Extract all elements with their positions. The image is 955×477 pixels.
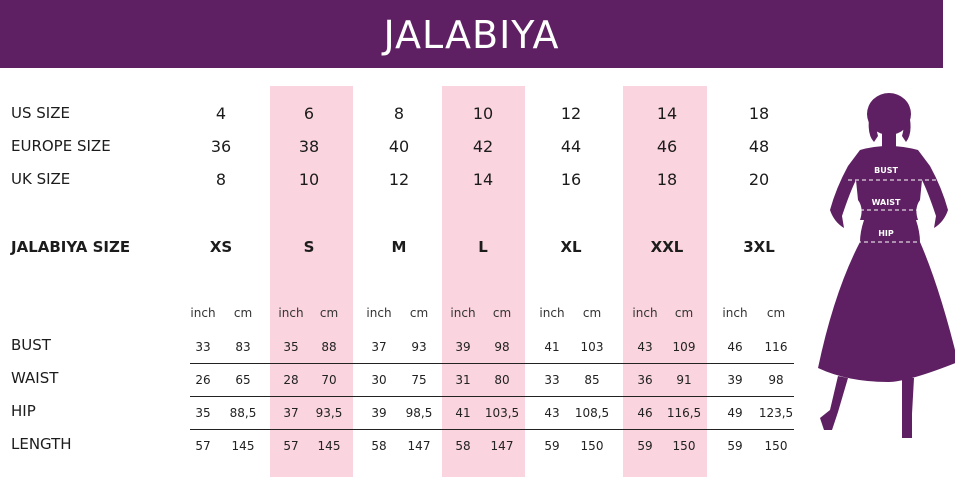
europe-size-value: 42 bbox=[472, 137, 494, 156]
hip-label: HIP bbox=[878, 229, 894, 238]
row-label-length: LENGTH bbox=[11, 435, 72, 453]
jalabiya-size-value: L bbox=[478, 238, 488, 256]
unit-label-cm: cm bbox=[319, 306, 339, 320]
us-size-value: 8 bbox=[393, 104, 405, 123]
hip-cm-value: 98,5 bbox=[405, 406, 433, 420]
bust-inch-value: 43 bbox=[637, 340, 653, 354]
bust-inch-value: 35 bbox=[283, 340, 299, 354]
bust-inch-value: 37 bbox=[371, 340, 387, 354]
hip-inch-value: 35 bbox=[195, 406, 211, 420]
waist-cm-value: 70 bbox=[321, 373, 337, 387]
us-size-value: 12 bbox=[560, 104, 582, 123]
hip-inch-value: 46 bbox=[637, 406, 653, 420]
unit-label-cm: cm bbox=[233, 306, 253, 320]
europe-size-value: 40 bbox=[388, 137, 410, 156]
bust-cm-value: 83 bbox=[235, 340, 251, 354]
waist-cm-value: 85 bbox=[584, 373, 600, 387]
length-inch-value: 58 bbox=[371, 439, 387, 453]
length-inch-value: 58 bbox=[455, 439, 471, 453]
europe-size-value: 38 bbox=[298, 137, 320, 156]
waist-inch-value: 31 bbox=[455, 373, 471, 387]
bust-inch-value: 33 bbox=[195, 340, 211, 354]
hip-inch-value: 49 bbox=[727, 406, 743, 420]
europe-size-value: 36 bbox=[210, 137, 232, 156]
unit-label-inch: inch bbox=[278, 306, 304, 320]
length-cm-value: 147 bbox=[407, 439, 431, 453]
length-inch-value: 57 bbox=[283, 439, 299, 453]
waist-cm-value: 65 bbox=[235, 373, 251, 387]
unit-label-cm: cm bbox=[766, 306, 786, 320]
row-label-uk-size: UK SIZE bbox=[11, 170, 71, 188]
hip-cm-value: 88,5 bbox=[229, 406, 257, 420]
hip-cm-value: 93,5 bbox=[315, 406, 343, 420]
jalabiya-size-value: XXL bbox=[650, 238, 684, 256]
hip-cm-value: 116,5 bbox=[666, 406, 702, 420]
page-title: JALABIYA bbox=[383, 13, 560, 57]
bust-cm-value: 103 bbox=[580, 340, 604, 354]
waist-inch-value: 26 bbox=[195, 373, 211, 387]
jalabiya-size-value: 3XL bbox=[743, 238, 775, 256]
silhouette-shape bbox=[818, 93, 955, 438]
unit-label-inch: inch bbox=[450, 306, 476, 320]
length-inch-value: 57 bbox=[195, 439, 211, 453]
uk-size-value: 8 bbox=[215, 170, 227, 189]
hip-inch-value: 39 bbox=[371, 406, 387, 420]
europe-size-value: 46 bbox=[656, 137, 678, 156]
unit-label-inch: inch bbox=[366, 306, 392, 320]
waist-inch-value: 28 bbox=[283, 373, 299, 387]
length-cm-value: 145 bbox=[317, 439, 341, 453]
row-label-us-size: US SIZE bbox=[11, 104, 70, 122]
hip-cm-value: 108,5 bbox=[574, 406, 610, 420]
bust-inch-value: 41 bbox=[544, 340, 560, 354]
row-label-europe-size: EUROPE SIZE bbox=[11, 137, 111, 155]
us-size-value: 10 bbox=[472, 104, 494, 123]
hip-inch-value: 41 bbox=[455, 406, 471, 420]
unit-label-inch: inch bbox=[539, 306, 565, 320]
us-size-value: 4 bbox=[215, 104, 227, 123]
bust-inch-value: 46 bbox=[727, 340, 743, 354]
length-cm-value: 150 bbox=[580, 439, 604, 453]
row-label-bust: BUST bbox=[11, 336, 51, 354]
unit-label-inch: inch bbox=[190, 306, 216, 320]
unit-label-cm: cm bbox=[409, 306, 429, 320]
us-size-value: 6 bbox=[303, 104, 315, 123]
length-inch-value: 59 bbox=[544, 439, 560, 453]
length-inch-value: 59 bbox=[637, 439, 653, 453]
uk-size-value: 18 bbox=[656, 170, 678, 189]
unit-label-inch: inch bbox=[722, 306, 748, 320]
bust-cm-value: 116 bbox=[764, 340, 788, 354]
europe-size-value: 48 bbox=[748, 137, 770, 156]
jalabiya-size-value: XL bbox=[560, 238, 582, 256]
unit-label-cm: cm bbox=[492, 306, 512, 320]
hip-cm-value: 123,5 bbox=[758, 406, 794, 420]
hip-inch-value: 37 bbox=[283, 406, 299, 420]
length-cm-value: 150 bbox=[764, 439, 788, 453]
bust-label: BUST bbox=[874, 166, 898, 175]
table-divider bbox=[190, 396, 794, 397]
waist-inch-value: 39 bbox=[727, 373, 743, 387]
length-cm-value: 150 bbox=[672, 439, 696, 453]
uk-size-value: 14 bbox=[472, 170, 494, 189]
uk-size-value: 16 bbox=[560, 170, 582, 189]
waist-inch-value: 30 bbox=[371, 373, 387, 387]
unit-label-cm: cm bbox=[582, 306, 602, 320]
waist-inch-value: 33 bbox=[544, 373, 560, 387]
table-divider bbox=[190, 429, 794, 430]
bust-inch-value: 39 bbox=[455, 340, 471, 354]
row-label-waist: WAIST bbox=[11, 369, 59, 387]
bust-cm-value: 93 bbox=[411, 340, 427, 354]
waist-cm-value: 98 bbox=[768, 373, 784, 387]
table-divider bbox=[190, 363, 794, 364]
bust-cm-value: 88 bbox=[321, 340, 337, 354]
jalabiya-size-value: S bbox=[303, 238, 315, 256]
length-cm-value: 145 bbox=[231, 439, 255, 453]
dress-silhouette-figure bbox=[808, 92, 955, 442]
row-label-hip: HIP bbox=[11, 402, 36, 420]
unit-label-inch: inch bbox=[632, 306, 658, 320]
uk-size-value: 20 bbox=[748, 170, 770, 189]
hip-inch-value: 43 bbox=[544, 406, 560, 420]
bust-cm-value: 98 bbox=[494, 340, 510, 354]
waist-inch-value: 36 bbox=[637, 373, 653, 387]
unit-label-cm: cm bbox=[674, 306, 694, 320]
length-cm-value: 147 bbox=[490, 439, 514, 453]
bust-cm-value: 109 bbox=[672, 340, 696, 354]
uk-size-value: 12 bbox=[388, 170, 410, 189]
row-label-jalabiya-size: JALABIYA SIZE bbox=[11, 238, 131, 256]
waist-cm-value: 75 bbox=[411, 373, 427, 387]
waist-cm-value: 91 bbox=[676, 373, 692, 387]
waist-label: WAIST bbox=[871, 198, 901, 207]
waist-cm-value: 80 bbox=[494, 373, 510, 387]
uk-size-value: 10 bbox=[298, 170, 320, 189]
hip-cm-value: 103,5 bbox=[484, 406, 520, 420]
jalabiya-size-value: M bbox=[391, 238, 407, 256]
jalabiya-size-value: XS bbox=[209, 238, 233, 256]
length-inch-value: 59 bbox=[727, 439, 743, 453]
us-size-value: 14 bbox=[656, 104, 678, 123]
europe-size-value: 44 bbox=[560, 137, 582, 156]
us-size-value: 18 bbox=[748, 104, 770, 123]
